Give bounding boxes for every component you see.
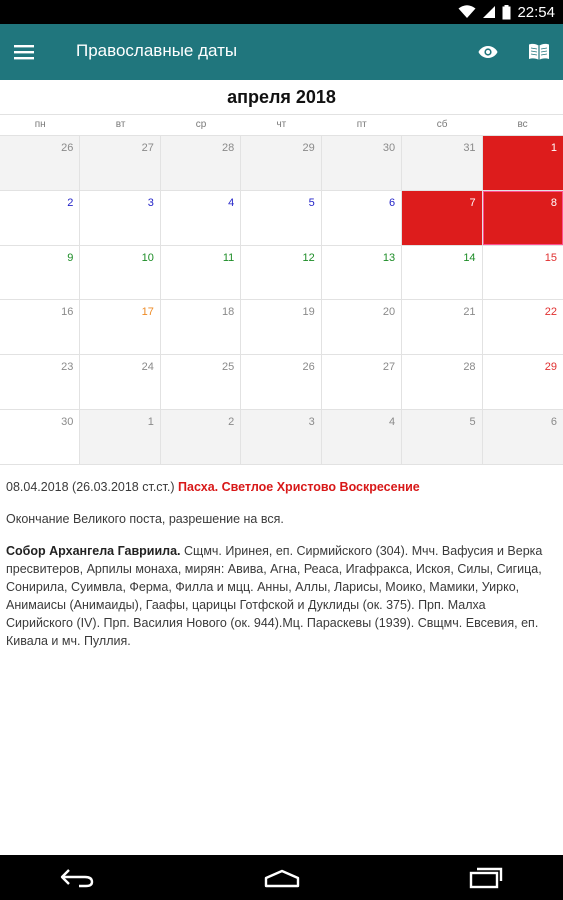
battery-icon — [502, 5, 511, 20]
date-line — [6, 478, 556, 496]
day-number: 16 — [61, 306, 74, 319]
day-number: 20 — [382, 306, 396, 319]
home-icon — [263, 868, 301, 888]
calendar-day-cell[interactable] — [161, 300, 241, 355]
calendar-day-cell[interactable] — [80, 410, 160, 465]
day-number: 28 — [222, 142, 235, 154]
weekday-label: сб — [436, 119, 448, 130]
day-number: 1 — [550, 142, 557, 154]
home-button[interactable] — [262, 862, 302, 894]
calendar-day-cell[interactable] — [0, 191, 80, 246]
calendar-day-cell[interactable] — [161, 136, 241, 191]
calendar-day-cell[interactable] — [0, 410, 80, 465]
recents-button[interactable] — [466, 862, 506, 894]
weekday-label: пт — [356, 119, 367, 130]
saints-text: Сщмч. Иринея, еп. Сирмийского (304). Мчч. Вафусия и Верка пресвитеров, Арпилы монаха, мирян: Авива, Агна, Реаса, Игафракса, Искоя, Силы, Сигица, Сонирила, Суимвла, Ферма, Филла и мцц. Анны, Аллы, Ларисы, Моико, Мамики, Уирко, Анимаисы (Анимаиды), Гаафы, царицы Готфской и Дуклиды (ок. 375). Прп. Малха Сирийского (IV). Прп. Василия Нового (ок. 944).Мц. Параскевы (1939). Свщмч. Евсевия, еп. Кивала и мч. Пуллия. — [6, 544, 543, 648]
status-time: 22:54 — [517, 3, 555, 21]
day-number: 28 — [463, 361, 476, 374]
weekday-header — [0, 114, 563, 135]
day-number: 12 — [302, 251, 315, 264]
calendar-day-cell[interactable] — [483, 355, 563, 410]
day-number: 30 — [61, 416, 74, 429]
calendar-day-cell[interactable] — [322, 355, 402, 410]
day-number: 18 — [222, 306, 235, 319]
feast-title: Пасха. Светлое Христово Воскресение — [178, 480, 420, 494]
day-number: 29 — [302, 142, 315, 154]
day-number: 29 — [544, 361, 557, 374]
calendar-day-cell[interactable] — [161, 355, 241, 410]
day-number: 2 — [67, 196, 74, 209]
day-number: 27 — [141, 142, 154, 154]
weekday-label: ср — [195, 119, 207, 130]
day-number: 6 — [389, 196, 396, 209]
book-icon — [528, 43, 550, 61]
wifi-icon — [458, 5, 476, 19]
day-number: 5 — [469, 416, 476, 429]
day-number: 13 — [382, 251, 396, 264]
calendar-day-cell[interactable] — [0, 300, 80, 355]
calendar-day-cell[interactable] — [402, 410, 482, 465]
day-number: 24 — [141, 361, 154, 374]
weekday-label: чт — [276, 119, 287, 130]
day-number: 17 — [141, 306, 154, 319]
calendar-day-cell[interactable] — [241, 191, 321, 246]
day-number: 26 — [302, 361, 315, 374]
calendar-day-cell[interactable] — [241, 246, 321, 301]
calendar-day-cell[interactable] — [402, 136, 482, 191]
calendar-day-cell[interactable] — [402, 355, 482, 410]
back-button[interactable] — [57, 862, 97, 894]
calendar-day-cell[interactable] — [80, 246, 160, 301]
calendar-day-cell[interactable] — [0, 246, 80, 301]
calendar-day-cell[interactable] — [161, 410, 241, 465]
menu-button[interactable] — [10, 36, 38, 68]
day-number: 30 — [382, 142, 396, 154]
calendar-day-cell[interactable] — [483, 246, 563, 301]
calendar-grid — [0, 135, 563, 465]
calendar-day-cell[interactable] — [322, 136, 402, 191]
day-number: 19 — [302, 306, 315, 319]
calendar-day-cell[interactable] — [241, 355, 321, 410]
eye-icon — [478, 45, 498, 59]
calendar-day-cell[interactable] — [322, 191, 402, 246]
weekday-label: вс — [517, 119, 528, 130]
day-number: 5 — [308, 196, 315, 209]
day-number: 3 — [147, 196, 154, 209]
calendar-day-cell[interactable] — [402, 300, 482, 355]
day-number: 27 — [382, 361, 396, 374]
calendar-day-cell[interactable] — [161, 191, 241, 246]
saints-paragraph — [6, 542, 556, 650]
saints-heading: Собор Архангела Гавриила. — [6, 544, 181, 558]
calendar-day-cell[interactable] — [322, 300, 402, 355]
menu-icon — [14, 44, 34, 60]
day-number: 31 — [463, 142, 476, 154]
day-number: 2 — [228, 416, 235, 429]
app-bar — [0, 24, 563, 80]
calendar-day-cell[interactable] — [241, 136, 321, 191]
day-number: 15 — [544, 251, 557, 264]
calendar-day-cell[interactable] — [483, 136, 563, 191]
date-text: 08.04.2018 (26.03.2018 ст.ст.) — [6, 480, 175, 494]
calendar-day-cell[interactable] — [483, 410, 563, 465]
day-details — [6, 472, 556, 650]
day-number: 14 — [463, 251, 476, 264]
calendar-day-cell[interactable] — [80, 136, 160, 191]
weekday-label: вт — [115, 119, 126, 130]
calendar-day-cell[interactable] — [0, 136, 80, 191]
day-number: 22 — [544, 306, 557, 319]
calendar-day-cell[interactable] — [483, 191, 563, 246]
day-number: 25 — [222, 361, 235, 374]
calendar-day-cell[interactable] — [80, 300, 160, 355]
navigation-bar — [0, 855, 563, 900]
day-number: 23 — [61, 361, 74, 374]
day-number: 8 — [550, 196, 557, 209]
fasting-note: Окончание Великого поста, разрешение на вся. — [6, 512, 284, 526]
day-number: 3 — [308, 416, 315, 429]
day-number: 9 — [67, 251, 74, 264]
status-bar — [0, 0, 563, 24]
day-number: 26 — [61, 142, 74, 154]
weekday-label: пн — [34, 119, 46, 130]
app-title: Православные даты — [76, 41, 238, 60]
day-number: 7 — [469, 196, 476, 209]
month-title: апреля 2018 — [227, 87, 336, 107]
calendar-day-cell[interactable] — [80, 355, 160, 410]
day-number: 21 — [463, 306, 476, 319]
recents-icon — [469, 867, 503, 889]
day-number: 1 — [147, 416, 154, 429]
day-number: 10 — [141, 251, 154, 264]
day-number: 4 — [389, 416, 396, 429]
calendar-day-cell[interactable] — [241, 410, 321, 465]
calendar-day-cell[interactable] — [0, 355, 80, 410]
cell-signal-icon — [482, 5, 496, 19]
calendar-day-cell[interactable] — [80, 191, 160, 246]
calendar-day-cell[interactable] — [402, 246, 482, 301]
eye-button[interactable] — [474, 38, 502, 66]
calendar-day-cell[interactable] — [241, 300, 321, 355]
calendar-day-cell[interactable] — [161, 246, 241, 301]
book-button[interactable] — [524, 38, 554, 66]
day-number: 11 — [222, 251, 235, 264]
day-number: 4 — [228, 196, 235, 209]
back-icon — [59, 867, 95, 889]
calendar-day-cell[interactable] — [322, 410, 402, 465]
calendar-day-cell[interactable] — [322, 246, 402, 301]
calendar-day-cell[interactable] — [402, 191, 482, 246]
calendar-day-cell[interactable] — [483, 300, 563, 355]
day-number: 6 — [550, 416, 557, 429]
